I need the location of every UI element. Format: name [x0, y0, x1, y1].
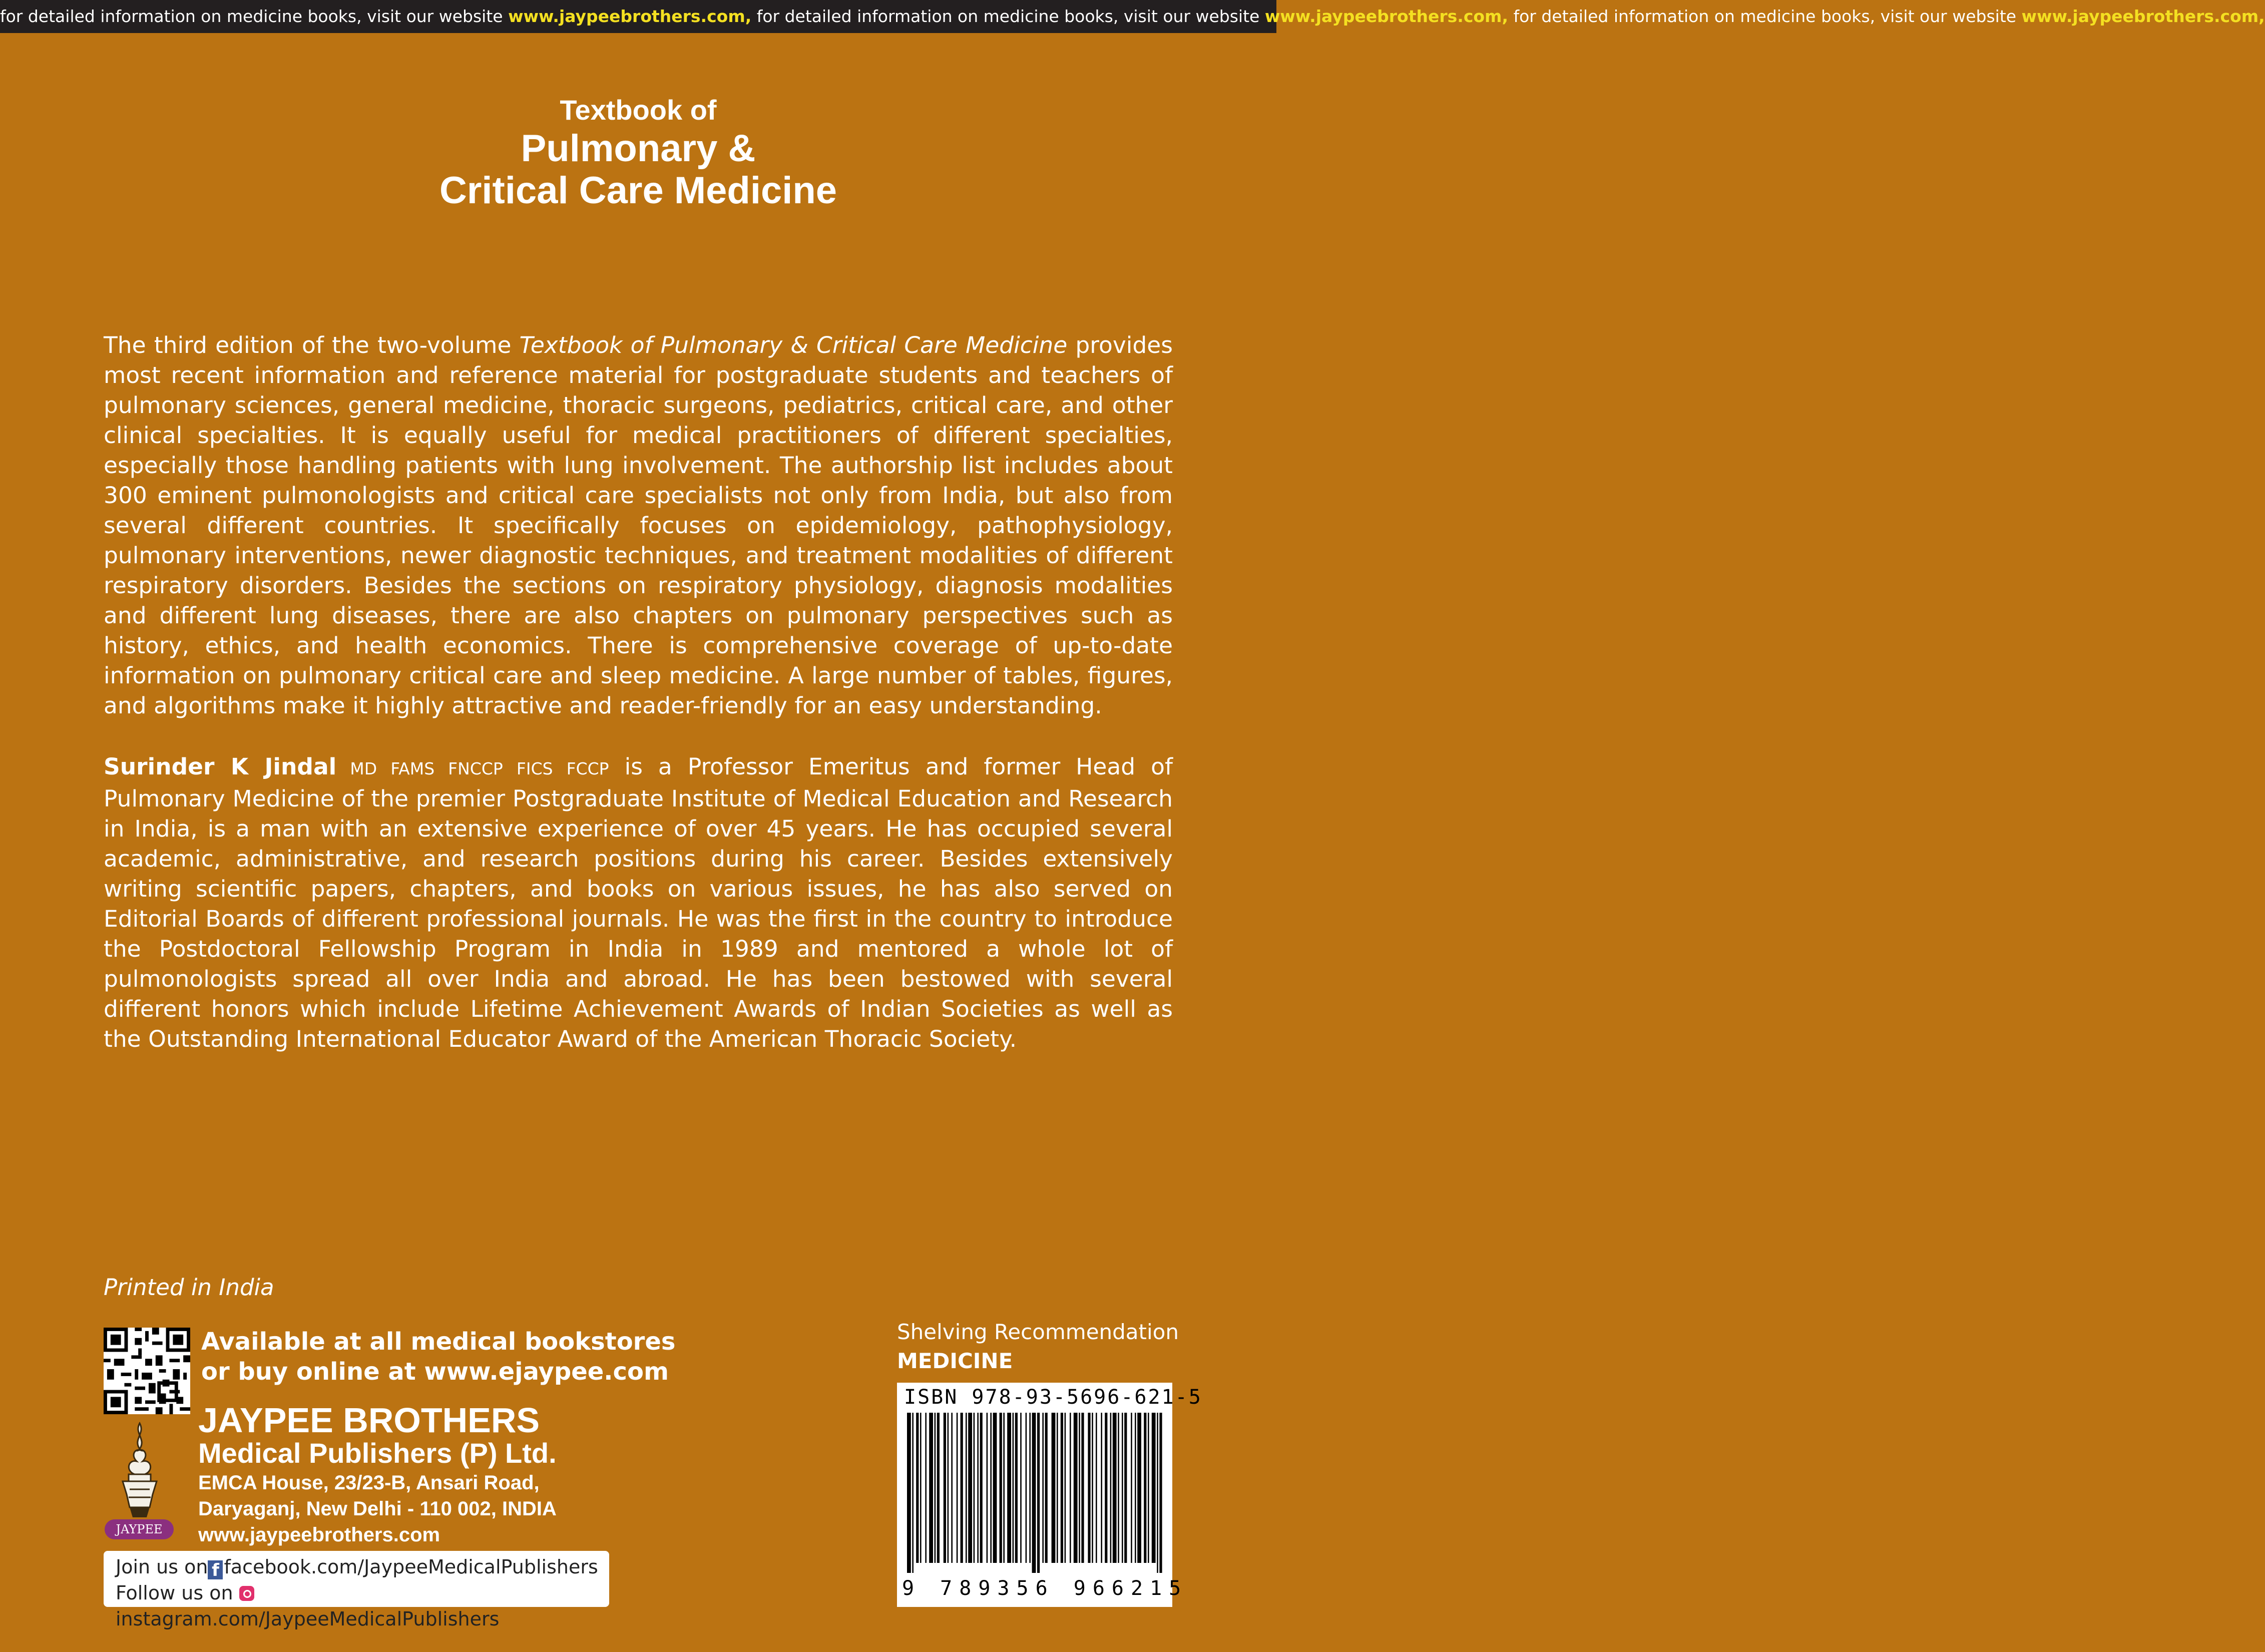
barcode-bar	[1029, 1413, 1031, 1563]
barcode-bar	[948, 1413, 949, 1563]
barcode-bar	[916, 1413, 919, 1563]
top-banner	[0, 0, 2265, 33]
publisher-logo-icon	[104, 1419, 176, 1542]
barcode-bar	[1052, 1413, 1056, 1563]
barcode-bar	[1065, 1413, 1066, 1563]
banner-website-link[interactable]: www.jaypeebrothers.com,	[508, 7, 752, 26]
barcode-bar	[1148, 1413, 1149, 1563]
shelving-category: MEDICINE	[897, 1349, 1013, 1373]
barcode-bar	[1105, 1413, 1107, 1563]
barcode-bars-icon	[903, 1413, 1166, 1573]
barcode-bar	[1057, 1413, 1058, 1563]
qr-code-icon[interactable]	[104, 1328, 190, 1414]
barcode-bar	[951, 1413, 953, 1563]
author-bio-text: is a Professor Emeritus and former Head of Pulmonary Medicine of the premier Postgraduate Institute of Medical Education and Research in India, is a man with an extensive experience of over 45 years. He has occupied several academic, administrative, and research positions during his career. Besides extensively writing scientific papers, chapters, and books on various issues, he has also served on Editorial Boards of different professional journals. He was the first in the country to introduce the Postdoctoral Fellowship Program in India in 1989 and mentored a whole lot of pulmonologists spread all over India and abroad. He has been bestowed with several different honors which include Lifetime Achievement Awards of Indian Societies as well as the Outstanding International Educator Award of the American Thoracic Society.	[104, 753, 1173, 1052]
description-start: The third edition of the two-volume	[104, 332, 520, 358]
barcode-bar	[1101, 1413, 1102, 1563]
barcode-bar	[1007, 1413, 1011, 1563]
barcode-bar	[957, 1413, 958, 1563]
address-line-2: Daryaganj, New Delhi - 110 002, INDIA	[198, 1498, 557, 1520]
barcode-bar	[993, 1413, 997, 1563]
publisher-address	[198, 1470, 557, 1548]
banner-website-link[interactable]: www.jaypeebrothers.com,	[2021, 7, 2265, 26]
book-description	[104, 330, 1173, 721]
barcode-bar	[980, 1413, 983, 1563]
barcode-bar	[1079, 1413, 1080, 1563]
barcode-bar	[987, 1413, 988, 1563]
publisher-name: JAYPEE BROTHERS	[198, 1401, 540, 1440]
social-links-box	[104, 1551, 609, 1630]
title-prefix: Textbook of	[560, 94, 717, 126]
barcode-bar	[1003, 1413, 1005, 1563]
isbn-label: ISBN 978-93-5696-621-5	[904, 1386, 1202, 1409]
barcode-bar	[1118, 1413, 1119, 1563]
barcode-bar	[920, 1413, 922, 1563]
barcode-bar	[912, 1413, 914, 1573]
publisher-website-link[interactable]: www.jaypeebrothers.com	[198, 1524, 440, 1546]
barcode-bar	[1152, 1413, 1156, 1563]
barcode-bar	[925, 1413, 927, 1563]
book-title	[0, 93, 1276, 212]
availability-note	[201, 1327, 675, 1387]
barcode-bar	[1074, 1413, 1078, 1563]
barcode-bar	[966, 1413, 967, 1563]
banner-website-link[interactable]: www.jaypeebrothers.com,	[1264, 7, 1508, 26]
publisher-subtitle: Medical Publishers (P) Ltd.	[198, 1437, 557, 1469]
instagram-link[interactable]: instagram.com/JaypeeMedicalPublishers	[116, 1608, 500, 1630]
facebook-icon: f	[208, 1560, 223, 1579]
availability-line-2[interactable]: or buy online at www.ejaypee.com	[201, 1358, 669, 1386]
facebook-prefix: Join us on	[116, 1556, 208, 1578]
banner-text: for detailed information on medicine books, visit our website	[0, 7, 509, 26]
barcode-bar	[974, 1413, 975, 1563]
barcode-bar	[990, 1413, 992, 1563]
barcode-bar	[929, 1413, 933, 1563]
description-book-title: Textbook of Pulmonary & Critical Care Medicine	[519, 332, 1068, 358]
instagram-prefix: Follow us on	[116, 1582, 233, 1604]
author-name: Surinder K Jindal	[104, 753, 337, 780]
author-bio	[104, 752, 1173, 1054]
printed-in: Printed in India	[104, 1274, 274, 1301]
title-line-1: Pulmonary &	[521, 127, 756, 170]
facebook-link[interactable]: facebook.com/JaypeeMedicalPublishers	[224, 1556, 598, 1578]
barcode-bar	[1037, 1413, 1040, 1573]
barcode-bar	[1144, 1413, 1146, 1563]
barcode-bar	[1122, 1413, 1123, 1563]
barcode-bar	[977, 1413, 979, 1563]
barcode-bar	[1124, 1413, 1127, 1563]
barcode-bar	[1088, 1413, 1090, 1563]
isbn-barcode	[897, 1383, 1202, 1607]
barcode-bar	[1045, 1413, 1048, 1563]
barcode-bar	[937, 1413, 940, 1563]
barcode-bar	[961, 1413, 963, 1563]
barcode-bar	[935, 1413, 936, 1563]
barcode-bar	[1113, 1413, 1117, 1563]
banner-text: for detailed information on medicine books, visit our website	[751, 7, 1265, 26]
barcode-bar	[1157, 1413, 1158, 1573]
barcode-bar	[1032, 1413, 1036, 1573]
barcode-bar	[1096, 1413, 1097, 1563]
barcode-bar	[1092, 1413, 1093, 1563]
shelving-recommendation	[897, 1318, 1179, 1376]
availability-line-1: Available at all medical bookstores	[201, 1328, 676, 1356]
barcode-bar	[1042, 1413, 1044, 1563]
title-line-2: Critical Care Medicine	[439, 169, 837, 212]
instagram-icon	[239, 1586, 254, 1601]
barcode-bar	[944, 1413, 946, 1563]
barcode-bar	[907, 1413, 911, 1573]
shelving-label: Shelving Recommendation	[897, 1320, 1179, 1344]
barcode-bar	[1110, 1413, 1112, 1563]
author-credentials: MD FAMS FNCCP FICS FCCP	[336, 759, 609, 778]
description-body: provides most recent information and reference material for postgraduate students and teachers of pulmonary sciences, general medicine, thoracic surgeons, pediatrics, critical care, and other clinical specialties. It is equally useful for medical practitioners of different specialties, especially those handling patients with lung involvement. The authorship list includes about 300 eminent pulmonologists and critical care specialists not only from India, but also from several different countries. It specifically focuses on epidemiology, pathophysiology, pulmonary interventions, newer diagnostic techniques, and treatment modalities of different respiratory disorders. Besides the sections on respiratory physiology, diagnosis modalities and different lung diseases, there are also chapters on pulmonary perspectives such as history, ethics, and health economics. There is comprehensive coverage of up-to-date information on pulmonary critical care and sleep medicine. A large number of tables, figures, and algorithms make it highly attractive and reader-friendly for an easy understanding.	[104, 332, 1173, 719]
barcode-bar	[1135, 1413, 1136, 1563]
barcode-bar	[1015, 1413, 1018, 1563]
barcode-bar	[1159, 1413, 1162, 1573]
barcode-bar	[1131, 1413, 1132, 1563]
isbn-digits: 9 789356 966215	[902, 1577, 1188, 1600]
barcode-bar	[1020, 1413, 1022, 1563]
address-line-1: EMCA House, 23/23-B, Ansari Road,	[198, 1472, 540, 1494]
barcode-bar	[1081, 1413, 1084, 1563]
barcode-bar	[1000, 1413, 1002, 1563]
banner-text: for detailed information on medicine books, visit our website	[1508, 7, 2022, 26]
barcode-bar	[968, 1413, 972, 1563]
facebook-row	[116, 1554, 609, 1580]
barcode-bar	[1013, 1413, 1014, 1563]
barcode-bar	[1061, 1413, 1063, 1563]
barcode-bar	[1137, 1413, 1141, 1563]
instagram-row	[116, 1580, 609, 1632]
barcode-bar	[1070, 1413, 1071, 1563]
barcode-bar	[1026, 1413, 1027, 1563]
logo-label: JAYPEE	[116, 1522, 163, 1536]
